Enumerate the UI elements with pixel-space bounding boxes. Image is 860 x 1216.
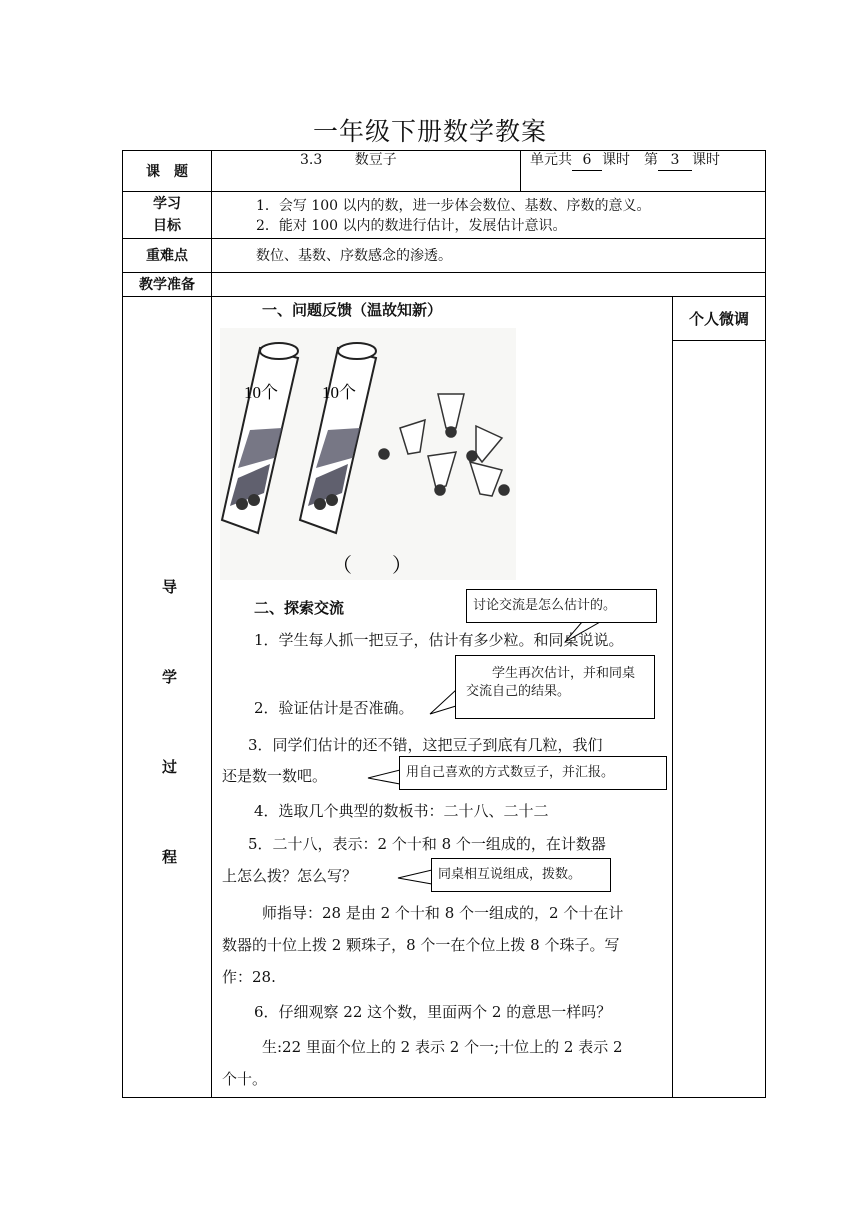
- callout-box: 学生再次估计，并和同桌交流自己的结果。: [455, 655, 655, 719]
- tube-label-text: 10个: [244, 383, 278, 402]
- process-line: 还是数一数吧。: [222, 767, 328, 785]
- process-line: 师指导：28 是由 2 个十和 8 个一组成的，2 个十在计: [262, 904, 624, 922]
- process-label-char: 导: [162, 578, 178, 596]
- process-line: 1．学生每人抓一把豆子，估计有多少粒。和同桌说说。: [254, 631, 624, 649]
- page-title: 一年级下册数学教案: [312, 117, 547, 146]
- callout-pointer: [368, 770, 400, 784]
- process-line: 6．仔细观察 22 这个数，里面两个 2 的意思一样吗？: [254, 1003, 612, 1021]
- key-label: 重难点: [146, 248, 188, 264]
- section2-heading: 二、探索交流: [254, 599, 345, 617]
- personal-adjust-label: 个人微调: [688, 310, 749, 328]
- process-label-char: 学: [162, 668, 178, 686]
- unit-prefix: 单元共: [530, 152, 572, 168]
- unit-suffix: 课时: [692, 152, 720, 168]
- unit-count: 6: [572, 150, 602, 171]
- process-line: 2．验证估计是否准确。: [254, 699, 414, 717]
- topic-label: 课 题: [146, 164, 188, 180]
- process-line: 生:22 里面个位上的 2 表示 2 个一;十位上的 2 表示 2: [262, 1038, 623, 1056]
- process-line: 上怎么拨？怎么写？: [222, 867, 358, 885]
- callout-pointer: [398, 870, 432, 884]
- process-label-char: 程: [162, 848, 178, 866]
- goal-label-line-2: 目标: [153, 218, 181, 234]
- callout-box: 用自己喜欢的方式数豆子，并汇报。: [399, 756, 667, 790]
- process-line: 4．选取几个典型的数板书：二十八、二十二: [254, 802, 549, 820]
- prep-label: 教学准备: [139, 277, 195, 293]
- process-line: 作：28.: [222, 968, 276, 986]
- callout-box: 同桌相互说组成，拨数。: [431, 858, 611, 892]
- process-line: 数器的十位上拨 2 颗珠子，8 个一在个位上拨 8 个珠子。写: [222, 936, 620, 954]
- process-line: 5．二十八，表示：2 个十和 8 个一组成的，在计数器: [248, 835, 606, 853]
- callout-box: 讨论交流是怎么估计的。: [466, 589, 657, 623]
- process-line: 3．同学们估计的还不错，这把豆子到底有几粒，我们: [248, 736, 603, 754]
- key-value: 数位、基数、序数感念的渗透。: [256, 248, 452, 264]
- answer-blank: （ ）: [332, 555, 412, 577]
- tube-label-text: 10个: [322, 383, 356, 402]
- goal-item: 1．会写 100 以内的数，进一步体会数位、基数、序数的意义。: [256, 198, 651, 214]
- unit-mid: 课时 第: [602, 152, 658, 168]
- process-label-char: 过: [162, 758, 178, 776]
- topic-value: 3.3 数豆子: [300, 152, 397, 168]
- section1-heading: 一、问题反馈（温故知新）: [262, 301, 443, 319]
- goal-label-line-1: 学习: [153, 196, 181, 212]
- callout-pointer: [565, 622, 600, 642]
- unit-current: 3: [658, 150, 692, 171]
- goal-item: 2．能对 100 以内的数进行估计，发展估计意识。: [256, 218, 567, 234]
- process-line: 个十。: [222, 1070, 268, 1088]
- callout-pointer: [430, 690, 456, 714]
